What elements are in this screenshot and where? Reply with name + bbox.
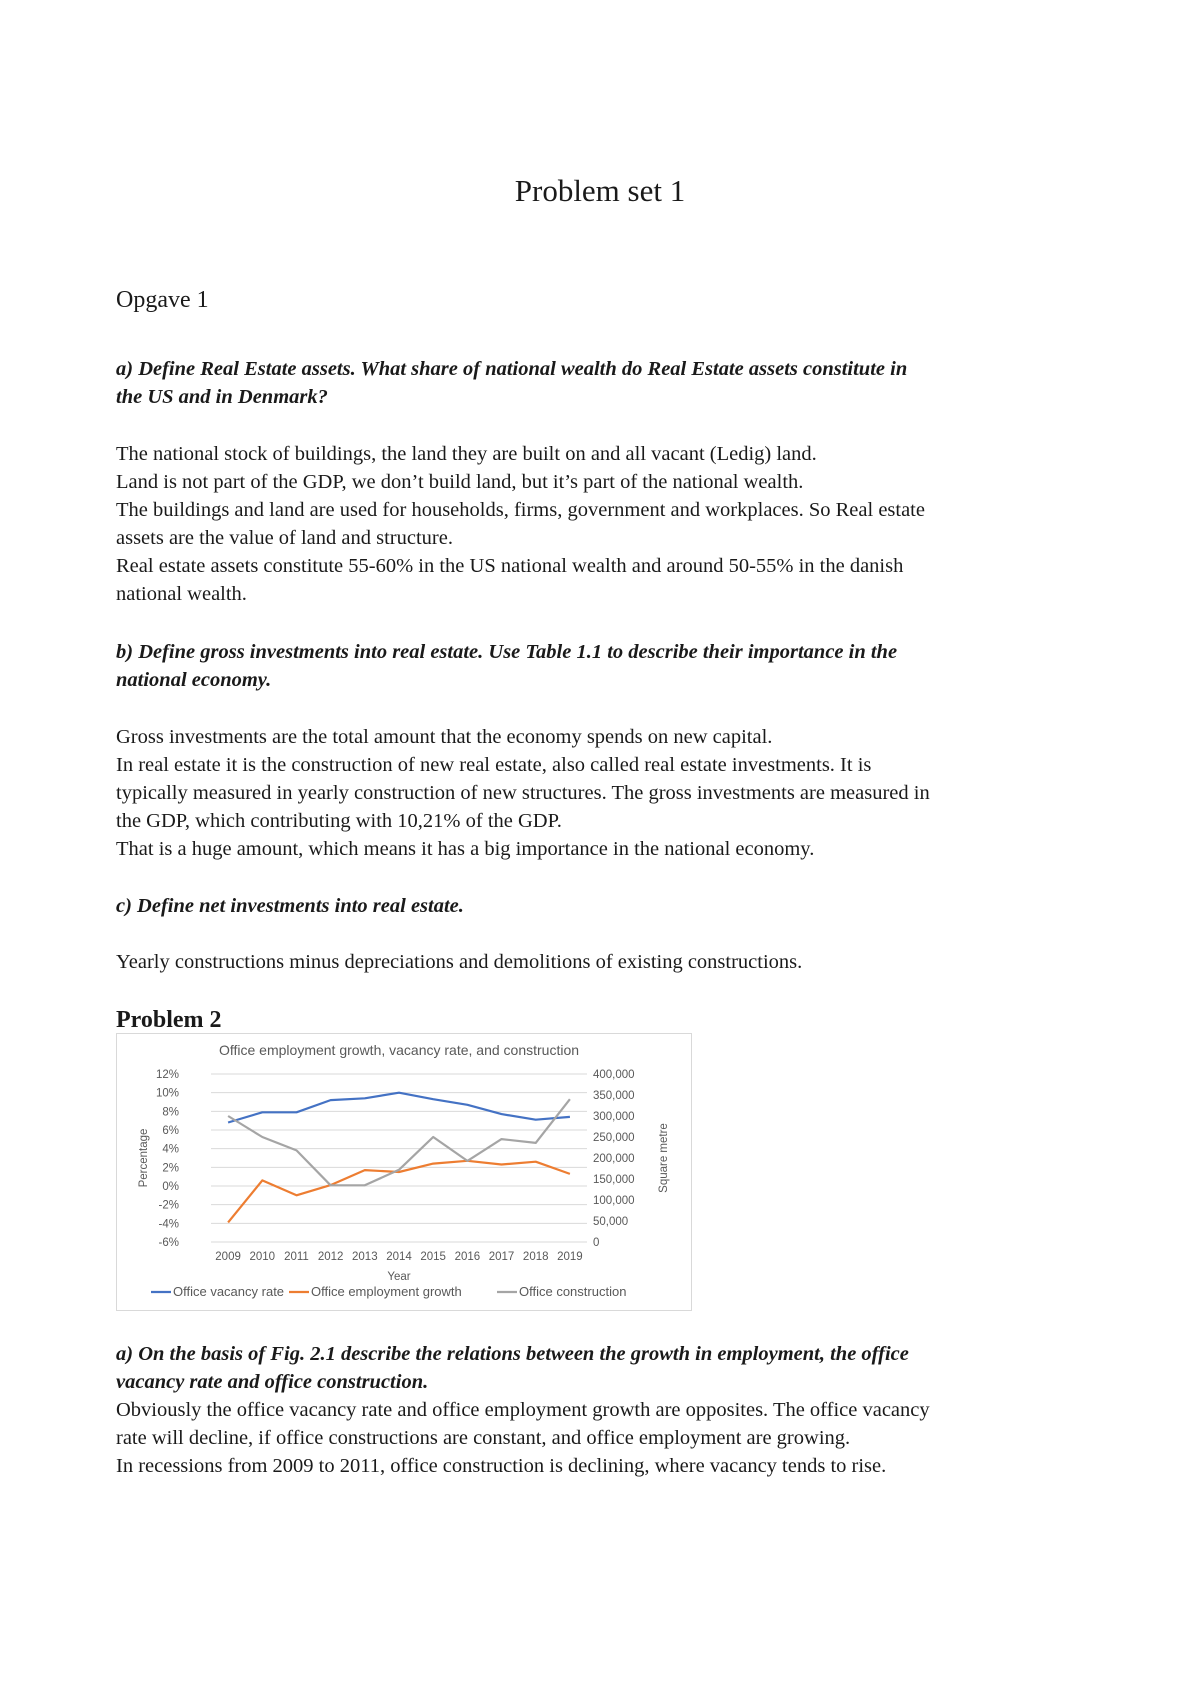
answer-line: the GDP, which contributing with 10,21% of the GDP. — [116, 810, 562, 832]
y2-tick-label: 350,000 — [593, 1090, 635, 1102]
y-tick-label: 2% — [162, 1162, 179, 1175]
x-tick-label: 2018 — [522, 1251, 549, 1263]
answer-line: In real estate it is the construction of new real estate, also called real estate investments. It is — [116, 754, 872, 776]
answer-line: Real estate assets constitute 55-60% in the US national wealth and around 50-55% in the danish — [116, 555, 904, 577]
section-heading-problem-2: Problem 2 — [116, 1007, 222, 1033]
y2-tick-label: 400,000 — [593, 1069, 635, 1081]
y-axis-title: Percentage — [138, 1128, 150, 1188]
question-line: b) Define gross investments into real estate. Use Table 1.1 to describe their importance in the — [116, 641, 898, 663]
question-line: a) Define Real Estate assets. What share of national wealth do Real Estate assets constitute in — [116, 358, 908, 380]
y2-axis-title: Square metre — [658, 1123, 670, 1193]
y-tick-label: 8% — [162, 1106, 179, 1119]
answer-line: Yearly constructions minus depreciations and demolitions of existing constructions. — [116, 951, 803, 973]
x-tick-label: 2016 — [454, 1251, 481, 1263]
answer-line: Land is not part of the GDP, we don’t build land, but it’s part of the national wealth. — [116, 471, 804, 493]
y-tick-label: -4% — [158, 1218, 179, 1231]
y2-tick-label: 200,000 — [593, 1153, 635, 1165]
y-tick-label: -6% — [158, 1237, 179, 1249]
x-tick-label: 2019 — [557, 1251, 583, 1263]
question-1a — [116, 355, 1086, 411]
question-line: the US and in Denmark? — [116, 386, 328, 408]
figure-2-1-chart — [116, 1033, 692, 1311]
x-axis-title: Year — [387, 1271, 411, 1283]
question-1c — [116, 892, 1086, 920]
answer-line: Gross investments are the total amount that the economy spends on new capital. — [116, 726, 773, 748]
answer-line: The national stock of buildings, the land they are built on and all vacant (Ledig) land. — [116, 443, 817, 465]
y2-tick-label: 150,000 — [593, 1174, 635, 1186]
question-line: vacancy rate and office construction. — [116, 1371, 429, 1393]
answer-line: typically measured in yearly construction of new structures. The gross investments are measured in — [116, 782, 930, 804]
y-tick-label: 10% — [155, 1087, 179, 1100]
answer-line: assets are the value of land and structure. — [116, 527, 453, 549]
answer-line: That is a huge amount, which means it has a big importance in the national economy. — [116, 838, 815, 860]
y-tick-label: 6% — [162, 1125, 179, 1137]
answer-1a — [116, 440, 1086, 608]
line-chart-svg — [117, 1034, 691, 1310]
y-tick-label: 0% — [162, 1181, 179, 1193]
question-1b — [116, 638, 1086, 694]
answer-line: Obviously the office vacancy rate and office employment growth are opposites. The office vacancy — [116, 1399, 930, 1421]
x-tick-label: 2013 — [352, 1251, 378, 1263]
y2-tick-label: 0 — [593, 1237, 600, 1249]
y2-tick-label: 300,000 — [593, 1111, 635, 1123]
answer-line: rate will decline, if office constructions are constant, and office employment are growing. — [116, 1427, 851, 1449]
answer-line: The buildings and land are used for households, firms, government and workplaces. So Real estate — [116, 499, 925, 521]
y-tick-label: -2% — [158, 1199, 179, 1212]
answer-2a — [116, 1396, 1086, 1480]
x-tick-label: 2014 — [386, 1251, 412, 1263]
y2-tick-label: 100,000 — [593, 1195, 635, 1207]
legend-label: Office vacancy rate — [173, 1284, 285, 1299]
question-line: national economy. — [116, 669, 272, 691]
x-tick-label: 2012 — [317, 1251, 344, 1263]
question-line: a) On the basis of Fig. 2.1 describe the relations between the growth in employment, the office — [116, 1343, 909, 1365]
document-title: Problem set 1 — [514, 173, 686, 208]
section-heading-opgave-1: Opgave 1 — [116, 287, 209, 313]
x-tick-label: 2017 — [488, 1251, 515, 1263]
y2-tick-label: 250,000 — [593, 1132, 635, 1144]
series-line — [228, 1093, 570, 1123]
y-tick-label: 4% — [162, 1143, 179, 1156]
x-tick-label: 2010 — [249, 1251, 276, 1263]
answer-line: national wealth. — [116, 583, 247, 605]
chart-title: Office employment growth, vacancy rate, and construction — [218, 1042, 580, 1058]
answer-line: In recessions from 2009 to 2011, office construction is declining, where vacancy tends to rise. — [116, 1455, 887, 1477]
x-tick-label: 2011 — [284, 1251, 309, 1263]
question-2a — [116, 1340, 1086, 1396]
legend-label: Office construction — [519, 1284, 627, 1299]
answer-1c — [116, 948, 1086, 976]
legend-label: Office employment growth — [311, 1284, 462, 1299]
y-tick-label: 12% — [155, 1069, 179, 1081]
answer-1b — [116, 723, 1086, 863]
x-tick-label: 2015 — [420, 1251, 446, 1263]
y2-tick-label: 50,000 — [593, 1216, 629, 1228]
question-line: c) Define net investments into real estate. — [116, 895, 464, 917]
x-tick-label: 2009 — [215, 1251, 241, 1263]
